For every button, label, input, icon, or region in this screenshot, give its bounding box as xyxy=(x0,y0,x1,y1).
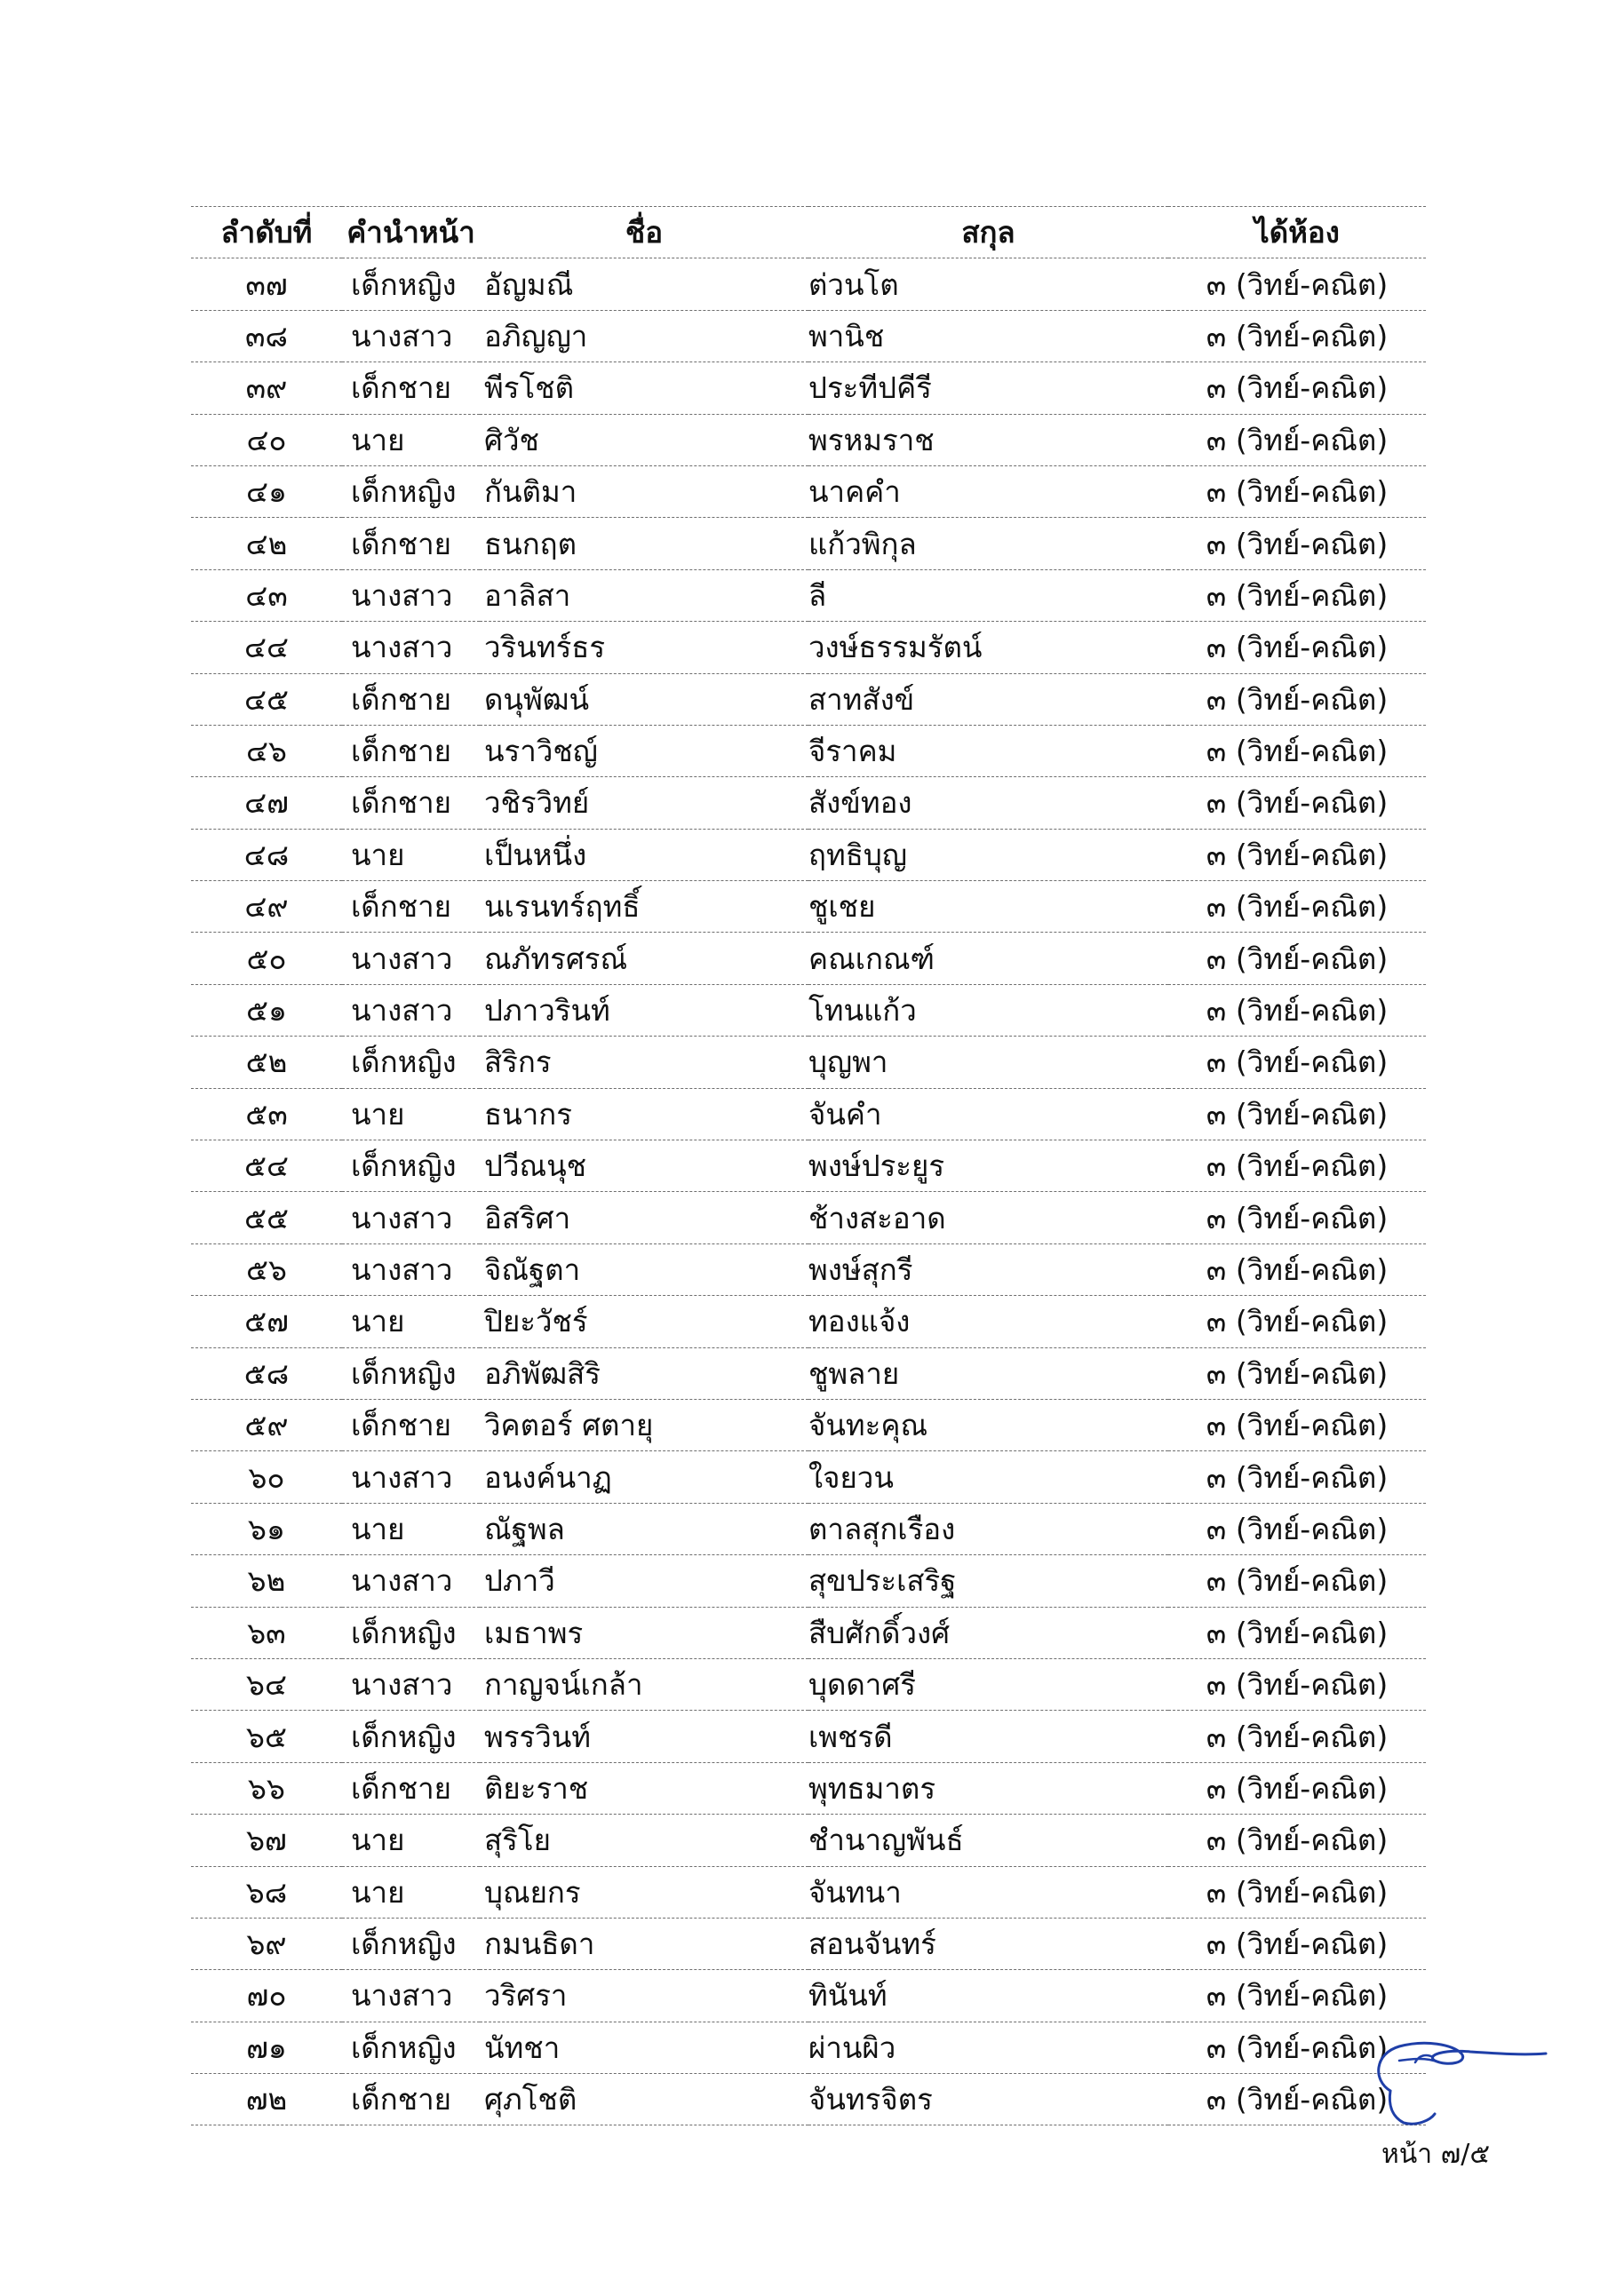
table-row xyxy=(191,1658,1426,1710)
header-no: ลำดับที่ xyxy=(191,207,342,258)
cell-surname: บุดดาศรี xyxy=(808,1658,1168,1710)
cell-room: ๓ (วิทย์-คณิต) xyxy=(1168,362,1426,414)
cell-title: นาย xyxy=(342,1815,480,1866)
cell-surname: จันทนา xyxy=(808,1866,1168,1918)
cell-room: ๓ (วิทย์-คณิต) xyxy=(1168,1711,1426,1762)
table-row xyxy=(191,1555,1426,1607)
signature xyxy=(1364,2027,1550,2129)
cell-surname: จันทะคุณ xyxy=(808,1399,1168,1450)
cell-title: นาย xyxy=(342,1088,480,1140)
cell-no: ๖๙ xyxy=(191,1918,342,1969)
cell-surname: พานิช xyxy=(808,310,1168,361)
cell-surname: ทองแจ้ง xyxy=(808,1296,1168,1347)
cell-title: นางสาว xyxy=(342,1970,480,2022)
cell-no: ๔๐ xyxy=(191,414,342,465)
cell-title: เด็กหญิง xyxy=(342,1711,480,1762)
header-first-name: ชื่อ xyxy=(480,207,808,258)
cell-surname: ฤทธิบุญ xyxy=(808,829,1168,880)
cell-surname: ผ่านผิว xyxy=(808,2022,1168,2073)
cell-surname: พงษ์สุกรี xyxy=(808,1243,1168,1295)
cell-room: ๓ (วิทย์-คณิต) xyxy=(1168,622,1426,673)
cell-room: ๓ (วิทย์-คณิต) xyxy=(1168,1088,1426,1140)
cell-first-name: ณัฐพล xyxy=(480,1503,808,1554)
cell-room: ๓ (วิทย์-คณิต) xyxy=(1168,725,1426,776)
cell-surname: ใจยวน xyxy=(808,1451,1168,1503)
cell-room: ๓ (วิทย์-คณิต) xyxy=(1168,1918,1426,1969)
table-row xyxy=(191,518,1426,569)
cell-surname: ชำนาญพันธ์ xyxy=(808,1815,1168,1866)
cell-room: ๓ (วิทย์-คณิต) xyxy=(1168,881,1426,933)
cell-room: ๓ (วิทย์-คณิต) xyxy=(1168,777,1426,829)
cell-no: ๕๘ xyxy=(191,1347,342,1399)
cell-room: ๓ (วิทย์-คณิต) xyxy=(1168,829,1426,880)
cell-first-name: วรินทร์ธร xyxy=(480,622,808,673)
cell-no: ๗๐ xyxy=(191,1970,342,2022)
cell-surname: สืบศักดิ์วงศ์ xyxy=(808,1607,1168,1658)
cell-first-name: นราวิชญ์ xyxy=(480,725,808,776)
cell-room: ๓ (วิทย์-คณิต) xyxy=(1168,1140,1426,1192)
cell-no: ๗๑ xyxy=(191,2022,342,2073)
table-row xyxy=(191,414,1426,465)
table-row xyxy=(191,777,1426,829)
cell-no: ๔๘ xyxy=(191,829,342,880)
table-row xyxy=(191,1296,1426,1347)
table-row xyxy=(191,1347,1426,1399)
cell-title: เด็กชาย xyxy=(342,881,480,933)
cell-room: ๓ (วิทย์-คณิต) xyxy=(1168,1037,1426,1088)
cell-room: ๓ (วิทย์-คณิต) xyxy=(1168,465,1426,517)
cell-first-name: กมนธิดา xyxy=(480,1918,808,1969)
student-room-table xyxy=(191,206,1426,2125)
cell-room: ๓ (วิทย์-คณิต) xyxy=(1168,1399,1426,1450)
cell-room: ๓ (วิทย์-คณิต) xyxy=(1168,310,1426,361)
cell-no: ๖๒ xyxy=(191,1555,342,1607)
cell-title: นาย xyxy=(342,829,480,880)
cell-room: ๓ (วิทย์-คณิต) xyxy=(1168,1296,1426,1347)
cell-room: ๓ (วิทย์-คณิต) xyxy=(1168,933,1426,984)
cell-surname: พรหมราช xyxy=(808,414,1168,465)
cell-first-name: วริศรา xyxy=(480,1970,808,2022)
cell-surname: แก้วพิกุล xyxy=(808,518,1168,569)
table-row xyxy=(191,1607,1426,1658)
cell-first-name: วชิรวิทย์ xyxy=(480,777,808,829)
cell-first-name: เป็นหนึ่ง xyxy=(480,829,808,880)
cell-room: ๓ (วิทย์-คณิต) xyxy=(1168,1970,1426,2022)
cell-title: เด็กชาย xyxy=(342,1762,480,1814)
cell-surname: ทินันท์ xyxy=(808,1970,1168,2022)
cell-first-name: บุณยกร xyxy=(480,1866,808,1918)
table-row xyxy=(191,1503,1426,1554)
cell-room: ๓ (วิทย์-คณิต) xyxy=(1168,1243,1426,1295)
cell-no: ๖๘ xyxy=(191,1866,342,1918)
cell-no: ๖๓ xyxy=(191,1607,342,1658)
cell-no: ๓๙ xyxy=(191,362,342,414)
cell-first-name: ศิวัช xyxy=(480,414,808,465)
cell-first-name: ศุภโชติ xyxy=(480,2074,808,2125)
cell-surname: นาคคำ xyxy=(808,465,1168,517)
cell-no: ๔๕ xyxy=(191,673,342,725)
cell-surname: จีราคม xyxy=(808,725,1168,776)
cell-no: ๔๓ xyxy=(191,569,342,621)
cell-title: นางสาว xyxy=(342,569,480,621)
table-row xyxy=(191,1762,1426,1814)
cell-title: นางสาว xyxy=(342,1658,480,1710)
cell-room: ๓ (วิทย์-คณิต) xyxy=(1168,2074,1426,2125)
cell-surname: สังข์ทอง xyxy=(808,777,1168,829)
cell-no: ๗๒ xyxy=(191,2074,342,2125)
table-row xyxy=(191,1399,1426,1450)
cell-title: นางสาว xyxy=(342,933,480,984)
cell-title: เด็กหญิง xyxy=(342,2022,480,2073)
table-row xyxy=(191,881,1426,933)
cell-no: ๕๐ xyxy=(191,933,342,984)
cell-surname: ชูพลาย xyxy=(808,1347,1168,1399)
cell-title: นาย xyxy=(342,1866,480,1918)
cell-first-name: นเรนทร์ฤทธิ์ xyxy=(480,881,808,933)
cell-title: เด็กหญิง xyxy=(342,1347,480,1399)
cell-first-name: กาญจน์เกล้า xyxy=(480,1658,808,1710)
cell-no: ๔๖ xyxy=(191,725,342,776)
cell-title: เด็กหญิง xyxy=(342,1918,480,1969)
cell-no: ๕๖ xyxy=(191,1243,342,1295)
cell-title: นางสาว xyxy=(342,984,480,1036)
cell-title: เด็กชาย xyxy=(342,725,480,776)
cell-title: เด็กหญิง xyxy=(342,258,480,310)
cell-no: ๖๖ xyxy=(191,1762,342,1814)
cell-first-name: ติยะราช xyxy=(480,1762,808,1814)
cell-room: ๓ (วิทย์-คณิต) xyxy=(1168,1815,1426,1866)
table-body xyxy=(191,258,1426,2125)
cell-title: นางสาว xyxy=(342,622,480,673)
cell-title: เด็กชาย xyxy=(342,673,480,725)
cell-first-name: เมธาพร xyxy=(480,1607,808,1658)
cell-no: ๖๐ xyxy=(191,1451,342,1503)
table-row xyxy=(191,2074,1426,2125)
cell-no: ๔๒ xyxy=(191,518,342,569)
cell-title: นางสาว xyxy=(342,1555,480,1607)
table-row xyxy=(191,569,1426,621)
table-row xyxy=(191,1866,1426,1918)
cell-first-name: อัญมณี xyxy=(480,258,808,310)
cell-room: ๓ (วิทย์-คณิต) xyxy=(1168,1658,1426,1710)
cell-no: ๔๑ xyxy=(191,465,342,517)
cell-surname: ต่วนโต xyxy=(808,258,1168,310)
table-row xyxy=(191,1037,1426,1088)
cell-no: ๖๗ xyxy=(191,1815,342,1866)
header-row xyxy=(191,207,1426,258)
table-row xyxy=(191,673,1426,725)
cell-surname: สาทสังข์ xyxy=(808,673,1168,725)
table-row xyxy=(191,829,1426,880)
cell-surname: ตาลสุกเรือง xyxy=(808,1503,1168,1554)
cell-surname: โทนแก้ว xyxy=(808,984,1168,1036)
cell-surname: คณเกณฑ์ xyxy=(808,933,1168,984)
cell-title: เด็กชาย xyxy=(342,1399,480,1450)
cell-no: ๕๒ xyxy=(191,1037,342,1088)
cell-surname: ชูเชย xyxy=(808,881,1168,933)
cell-first-name: อนงค์นาฏ xyxy=(480,1451,808,1503)
table-row xyxy=(191,984,1426,1036)
cell-first-name: ดนุพัฒน์ xyxy=(480,673,808,725)
cell-title: เด็กหญิง xyxy=(342,1140,480,1192)
cell-first-name: อิสริศา xyxy=(480,1192,808,1243)
table-row xyxy=(191,1192,1426,1243)
cell-first-name: ธนกฤต xyxy=(480,518,808,569)
cell-title: เด็กหญิง xyxy=(342,1607,480,1658)
cell-first-name: นัทชา xyxy=(480,2022,808,2073)
cell-surname: ลี xyxy=(808,569,1168,621)
cell-no: ๕๑ xyxy=(191,984,342,1036)
cell-title: นางสาว xyxy=(342,1192,480,1243)
cell-no: ๔๔ xyxy=(191,622,342,673)
table-row xyxy=(191,933,1426,984)
cell-room: ๓ (วิทย์-คณิต) xyxy=(1168,984,1426,1036)
table-row xyxy=(191,725,1426,776)
table-row xyxy=(191,622,1426,673)
cell-no: ๕๙ xyxy=(191,1399,342,1450)
table-row xyxy=(191,362,1426,414)
cell-title: นาย xyxy=(342,1296,480,1347)
cell-first-name: ปวีณนุช xyxy=(480,1140,808,1192)
cell-first-name: อภิพัฒสิริ xyxy=(480,1347,808,1399)
cell-title: นางสาว xyxy=(342,310,480,361)
cell-first-name: กันติมา xyxy=(480,465,808,517)
header-room: ได้ห้อง xyxy=(1168,207,1426,258)
cell-title: นาย xyxy=(342,414,480,465)
table-row xyxy=(191,1088,1426,1140)
cell-surname: จันทรจิตร xyxy=(808,2074,1168,2125)
cell-title: เด็กชาย xyxy=(342,777,480,829)
cell-room: ๓ (วิทย์-คณิต) xyxy=(1168,1607,1426,1658)
cell-room: ๓ (วิทย์-คณิต) xyxy=(1168,1503,1426,1554)
cell-room: ๓ (วิทย์-คณิต) xyxy=(1168,1347,1426,1399)
cell-room: ๓ (วิทย์-คณิต) xyxy=(1168,414,1426,465)
cell-no: ๕๔ xyxy=(191,1140,342,1192)
cell-no: ๓๘ xyxy=(191,310,342,361)
cell-title: เด็กหญิง xyxy=(342,1037,480,1088)
cell-room: ๓ (วิทย์-คณิต) xyxy=(1168,258,1426,310)
cell-no: ๕๕ xyxy=(191,1192,342,1243)
cell-first-name: วิคตอร์ ศตายุ xyxy=(480,1399,808,1450)
table-row xyxy=(191,1970,1426,2022)
cell-first-name: อาลิสา xyxy=(480,569,808,621)
cell-surname: บุญพา xyxy=(808,1037,1168,1088)
cell-room: ๓ (วิทย์-คณิต) xyxy=(1168,569,1426,621)
cell-room: ๓ (วิทย์-คณิต) xyxy=(1168,1192,1426,1243)
table-row xyxy=(191,1711,1426,1762)
cell-first-name: อภิญญา xyxy=(480,310,808,361)
cell-title: เด็กชาย xyxy=(342,518,480,569)
cell-surname: สอนจันทร์ xyxy=(808,1918,1168,1969)
cell-room: ๓ (วิทย์-คณิต) xyxy=(1168,2022,1426,2073)
cell-first-name: สิริกร xyxy=(480,1037,808,1088)
cell-room: ๓ (วิทย์-คณิต) xyxy=(1168,1866,1426,1918)
cell-no: ๖๔ xyxy=(191,1658,342,1710)
cell-title: นางสาว xyxy=(342,1243,480,1295)
table-row xyxy=(191,1451,1426,1503)
cell-surname: ช้างสะอาด xyxy=(808,1192,1168,1243)
table-header xyxy=(191,207,1426,258)
header-title: คำนำหน้า xyxy=(342,207,480,258)
cell-title: เด็กชาย xyxy=(342,2074,480,2125)
cell-first-name: พรรวินท์ xyxy=(480,1711,808,1762)
cell-first-name: ปภาวรินท์ xyxy=(480,984,808,1036)
cell-first-name: ปิยะวัชร์ xyxy=(480,1296,808,1347)
cell-title: นางสาว xyxy=(342,1451,480,1503)
cell-surname: พุทธมาตร xyxy=(808,1762,1168,1814)
table-row xyxy=(191,1815,1426,1866)
header-surname: สกุล xyxy=(808,207,1168,258)
cell-first-name: ธนากร xyxy=(480,1088,808,1140)
cell-first-name: สุริโย xyxy=(480,1815,808,1866)
table-row xyxy=(191,465,1426,517)
cell-no: ๓๗ xyxy=(191,258,342,310)
cell-first-name: ปภาวี xyxy=(480,1555,808,1607)
cell-first-name: พีรโชติ xyxy=(480,362,808,414)
cell-surname: สุขประเสริฐ xyxy=(808,1555,1168,1607)
cell-first-name: จิณัฐตา xyxy=(480,1243,808,1295)
cell-room: ๓ (วิทย์-คณิต) xyxy=(1168,673,1426,725)
cell-title: นาย xyxy=(342,1503,480,1554)
cell-surname: พงษ์ประยูร xyxy=(808,1140,1168,1192)
cell-surname: ประทีปคีรี xyxy=(808,362,1168,414)
table-row xyxy=(191,2022,1426,2073)
table-row xyxy=(191,1918,1426,1969)
cell-first-name: ณภัทรศรณ์ xyxy=(480,933,808,984)
table-row xyxy=(191,310,1426,361)
cell-no: ๔๙ xyxy=(191,881,342,933)
cell-no: ๔๗ xyxy=(191,777,342,829)
cell-no: ๕๓ xyxy=(191,1088,342,1140)
table-row xyxy=(191,258,1426,310)
cell-title: เด็กหญิง xyxy=(342,465,480,517)
cell-no: ๕๗ xyxy=(191,1296,342,1347)
cell-room: ๓ (วิทย์-คณิต) xyxy=(1168,1762,1426,1814)
cell-room: ๓ (วิทย์-คณิต) xyxy=(1168,518,1426,569)
page-number: หน้า ๗/๕ xyxy=(1381,2139,1491,2170)
table-row xyxy=(191,1140,1426,1192)
cell-no: ๖๑ xyxy=(191,1503,342,1554)
cell-surname: เพชรดี xyxy=(808,1711,1168,1762)
table-row xyxy=(191,1243,1426,1295)
cell-room: ๓ (วิทย์-คณิต) xyxy=(1168,1451,1426,1503)
cell-room: ๓ (วิทย์-คณิต) xyxy=(1168,1555,1426,1607)
cell-surname: วงษ์ธรรมรัตน์ xyxy=(808,622,1168,673)
cell-surname: จันคำ xyxy=(808,1088,1168,1140)
cell-title: เด็กชาย xyxy=(342,362,480,414)
cell-no: ๖๕ xyxy=(191,1711,342,1762)
